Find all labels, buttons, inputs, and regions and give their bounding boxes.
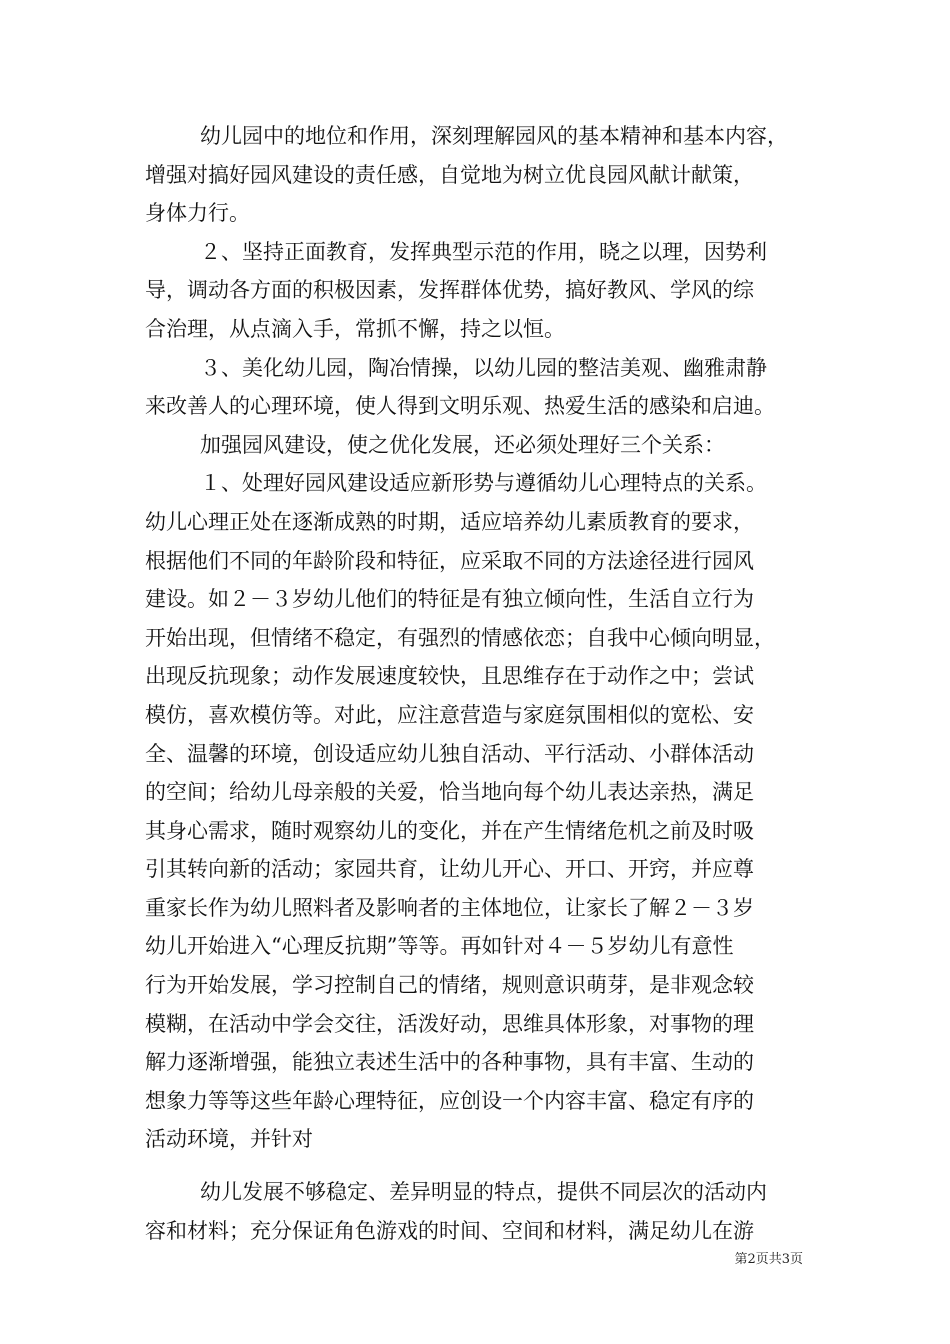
text-line: 模糊，在活动中学会交往，活泼好动，思维具体形象，对事物的理: [145, 1011, 754, 1036]
text-line: 增强对搞好园风建设的责任感，自觉地为树立优良园风献计献策，: [145, 162, 754, 187]
text-line: 模仿，喜欢模仿等。对此，应注意营造与家庭氛围相似的宽松、安: [145, 702, 754, 727]
text-line: ３、美化幼儿园，陶冶情操，以幼儿园的整洁美观、幽雅肃静: [200, 355, 767, 380]
text-line: 幼儿园中的地位和作用，深刻理解园风的基本精神和基本内容，: [200, 124, 788, 148]
document-body: [145, 117, 805, 1250]
text-line: 活动环境，并针对: [145, 1127, 313, 1152]
paragraph-gap: [145, 1159, 805, 1173]
text-line: １、处理好园风建设适应新形势与遵循幼儿心理特点的关系。: [200, 471, 767, 496]
text-line: 加强园风建设，使之优化发展，还必须处理好三个关系：: [200, 432, 725, 457]
text-line: 的空间；给幼儿母亲般的关爱，恰当地向每个幼儿表达亲热，满足: [145, 780, 754, 805]
text-line: 容和材料；充分保证角色游戏的时间、空间和材料，满足幼儿在游: [145, 1218, 754, 1243]
text-line: 开始出现，但情绪不稳定，有强烈的情感依恋；自我中心倾向明显，: [145, 625, 775, 650]
text-line: ２、坚持正面教育，发挥典型示范的作用，晓之以理，因势利: [200, 239, 767, 264]
text-line: 幼儿发展不够稳定、差异明显的特点，提供不同层次的活动内: [200, 1180, 767, 1205]
page-number: 第2页共3页: [734, 1252, 803, 1267]
text-line: 解力逐渐增强，能独立表述生活中的各种事物，具有丰富、生动的: [145, 1050, 754, 1075]
text-line: 出现反抗现象；动作发展速度较快，且思维存在于动作之中；尝试: [145, 664, 754, 689]
text-line: 引其转向新的活动；家园共育，让幼儿开心、开口、开窍，并应尊: [145, 857, 754, 882]
text-line: 建设。如２－３岁幼儿他们的特征是有独立倾向性，生活自立行为: [145, 587, 754, 612]
text-line: 行为开始发展，学习控制自己的情绪，规则意识萌芽，是非观念较: [145, 973, 754, 998]
text-line: 合治理，从点滴入手，常抓不懈，持之以恒。: [145, 316, 565, 341]
text-line: 重家长作为幼儿照料者及影响者的主体地位，让家长了解２－３岁: [145, 895, 754, 920]
text-line: 根据他们不同的年龄阶段和特征，应采取不同的方法途径进行园风: [145, 548, 754, 573]
text-line: 幼儿心理正处在逐渐成熟的时期，适应培养幼儿素质教育的要求，: [145, 509, 754, 534]
text-line: 想象力等等这些年龄心理特征，应创设一个内容丰富、稳定有序的: [145, 1088, 754, 1113]
text-line: 全、温馨的环境，创设适应幼儿独自活动、平行活动、小群体活动: [145, 741, 754, 766]
text-line: 幼儿开始进入“心理反抗期”等等。再如针对４－５岁幼儿有意性: [145, 934, 734, 959]
text-line: 身体力行。: [145, 201, 250, 226]
text-line: 其身心需求，随时观察幼儿的变化，并在产生情绪危机之前及时吸: [145, 818, 754, 843]
text-line: 来改善人的心理环境，使人得到文明乐观、热爱生活的感染和启迪。: [145, 394, 775, 419]
text-line: 导，调动各方面的积极因素，发挥群体优势，搞好教风、学风的综: [145, 278, 754, 303]
